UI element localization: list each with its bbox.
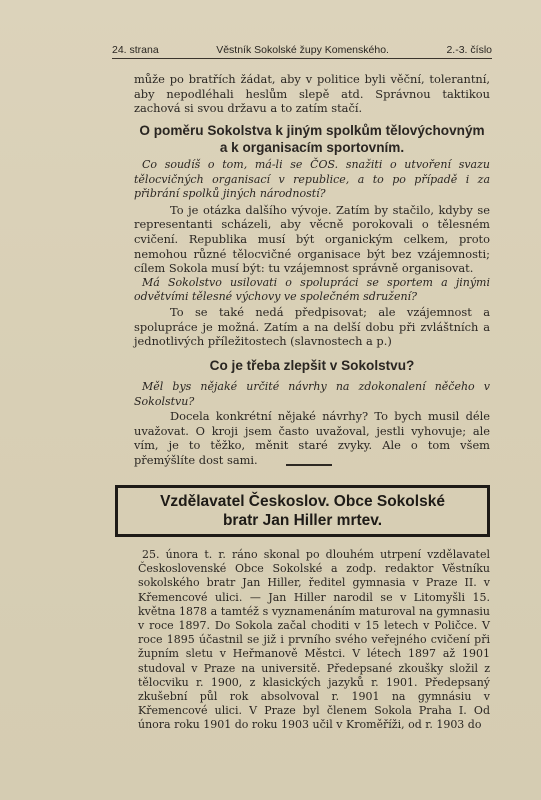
answer-paragraph: To se také nedá předpisovat; ale vzájemnost a spolupráce je možná. Zatím a na delší dobu při zvláštních a jednotlivých příležitostech (slavnostech a p.) bbox=[134, 304, 490, 349]
answer-paragraph: Docela konkrétní nějaké návrhy? To bych musil déle uvažovat. O kroji jsem často uvažoval, jestli vyhovuje; ale vím, je to těžko, měnit staré zvyky. Ale o tom všem přemýšlíte dost sami. bbox=[134, 409, 490, 467]
section1-heading-line1: O poměru Sokolstva k jiným spolkům tělovýchovným bbox=[139, 123, 485, 138]
page-number: 24. strana bbox=[112, 44, 159, 56]
answer-paragraph: To je otázka dalšího vývoje. Zatím by stačilo, kdyby se representanti scházeli, aby věcně porokovali o tělesném cvičení. Republika musí být organickým celkem, proto nemohou různé tělocvičné organisace být bez vzájemnosti; cílem Sokola musí být: tu vzájemnost správně organisovat. bbox=[134, 202, 490, 276]
obituary-title-box bbox=[115, 485, 490, 537]
question-paragraph: Co soudíš o tom, má-li se ČOS. snažiti o utvoření svazu tělocvičných organisací v republice, a to po případě i za přibrání spolků jiných národností? bbox=[134, 158, 490, 201]
section-divider bbox=[286, 464, 332, 466]
intro-block bbox=[134, 72, 490, 116]
running-header bbox=[112, 44, 492, 59]
question-paragraph: Má Sokolstvo usilovati o spolupráci se sportem a jinými odvětvími tělesné výchovy ve společném sdružení? bbox=[134, 275, 490, 304]
issue-number: 2.-3. číslo bbox=[446, 44, 492, 56]
section1-heading-line2: a k organisacím sportovním. bbox=[219, 140, 405, 155]
intro-paragraph: může po bratřích žádat, aby v politice byli věční, tolerantní, aby nepodléhali heslům slepě atd. Správnou taktikou zachová si svou državu a to zatím stačí. bbox=[134, 72, 490, 116]
obituary-article bbox=[138, 548, 490, 733]
section1-body bbox=[134, 158, 490, 349]
section-improvements bbox=[134, 357, 490, 374]
question-paragraph: Měl bys nějaké určité návrhy na zdokonalení něčeho v Sokolstvu? bbox=[134, 380, 490, 408]
obituary-text: 25. února t. r. ráno skonal po dlouhém utrpení vzdělavatel Československé Obce Sokolské a zodp. redaktor Věstníku sokolského bratr Jan Hiller, ředitel gymnasia v Praze II. v Křemencové ulici. — Jan Hiller narodil se v Litomyšli 15. května 1878 a tamtéž s vyznamenáním maturoval na gymnasiu v roce 1897. Do Sokola začal choditi v 15 letech v Poličce. V roce 1895 účastnil se již i prvního svého veřejného cvičení při župním sletu v Heřmanově Městci. V létech 1897 až 1901 studoval v Praze na universitě. Předepsané zkoušky složil z tělocviku r. 1900, z klasických jazyků r. 1901. Předepsaný zkušební půl rok absolvoval r. 1901 na gymnásiu v Křemencové ulici. V Praze byl členem Sokola Praha I. Od února roku 1901 do roku 1903 učil v Kroměříži, od r. 1903 do bbox=[138, 548, 490, 732]
section2-body bbox=[134, 380, 490, 468]
obituary-title-line1: Vzdělavatel Českoslov. Obce Sokolské bbox=[160, 493, 445, 510]
obituary-title-line2: bratr Jan Hiller mrtev. bbox=[222, 512, 383, 529]
section2-heading: Co je třeba zlepšit v Sokolstvu? bbox=[209, 358, 415, 373]
journal-title: Věstník Sokolské župy Komenského. bbox=[216, 44, 389, 56]
section-other-organisations bbox=[134, 122, 490, 156]
